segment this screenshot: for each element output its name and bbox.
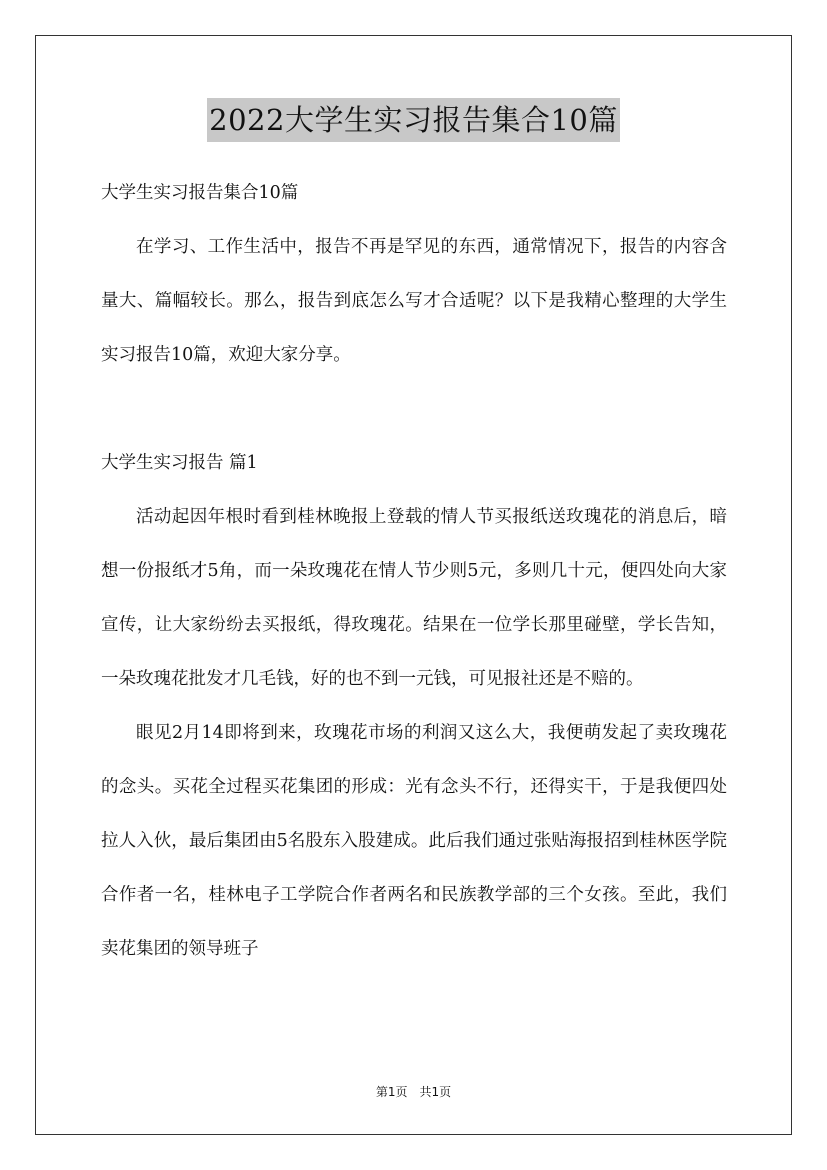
document-subtitle: 大学生实习报告集合10篇 <box>101 183 299 203</box>
section-heading: 大学生实习报告 篇1 <box>101 453 258 473</box>
page-total: 共1页 <box>419 1085 452 1099</box>
body-paragraph: 活动起因年根时看到桂林晚报上登载的情人节买报纸送玫瑰花的消息后，暗想一份报纸才5角，而一朵玫瑰花在情人节少则5元，多则几十元，便四处向大家宣传，让大家纷纷去买报纸，得玫瑰花。结果在一位学长那里碰壁，学长告知，一朵玫瑰花批发才几毛钱，好的也不到一元钱，可见报社还是不赔的。 <box>101 507 727 689</box>
section-spacer <box>101 382 727 437</box>
page-number: 第1页 <box>375 1085 408 1099</box>
document-title: 2022大学生实习报告集合10篇 <box>207 98 620 142</box>
body-paragraph: 眼见2月14即将到来，玫瑰花市场的利润又这么大，我便萌发起了卖玫瑰花的念头。买花全过程买花集团的形成：光有念头不行，还得实干，于是我便四处拉人入伙，最后集团由5名股东入股建成。此后我们通过张贴海报招到桂林医学院合作者一名，桂林电子工学院合作者两名和民族教学部的三个女孩。至此，我们卖花集团的领导班子 <box>101 723 727 959</box>
document-body <box>101 167 727 976</box>
title-container <box>0 98 827 142</box>
intro-paragraph: 在学习、工作生活中，报告不再是罕见的东西，通常情况下，报告的内容含量大、篇幅较长。那么，报告到底怎么写才合适呢？以下是我精心整理的大学生实习报告10篇，欢迎大家分享。 <box>101 237 727 365</box>
page-footer <box>0 1083 827 1101</box>
